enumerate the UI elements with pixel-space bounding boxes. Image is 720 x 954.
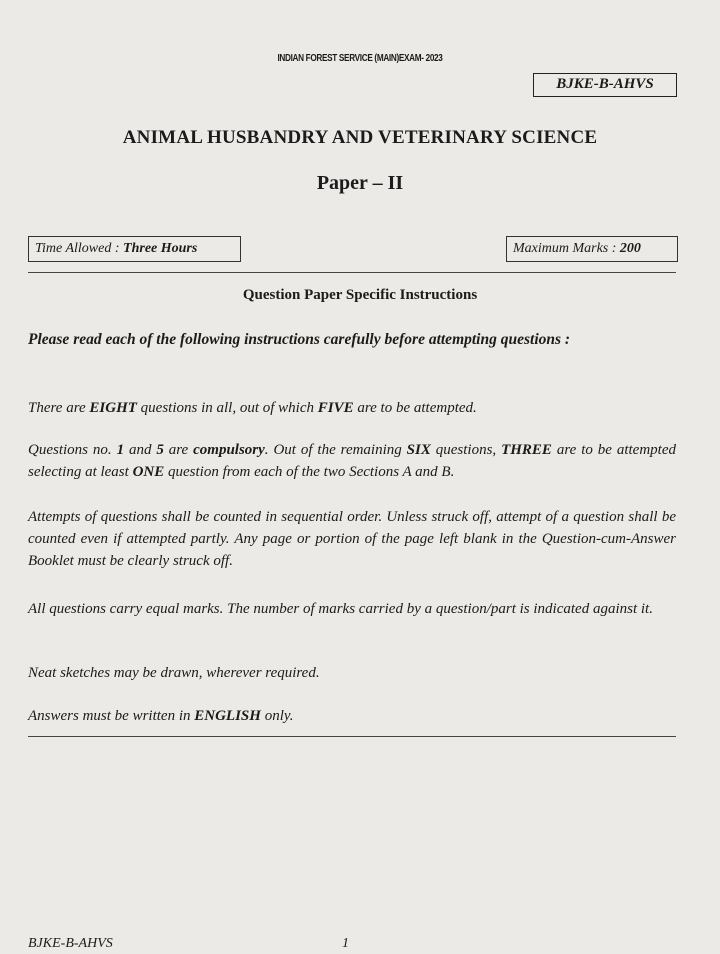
exam-header: INDIAN FOREST SERVICE (MAIN)EXAM- 2023 — [277, 53, 443, 64]
time-allowed-label: Time Allowed : — [35, 241, 124, 256]
subject-title: ANIMAL HUSBANDRY AND VETERINARY SCIENCE — [122, 127, 598, 148]
instructions-lead: Please read each of the following instructions carefully before attempting questions : — [28, 331, 571, 348]
top-divider — [28, 272, 676, 273]
instruction-equal-marks: All questions carry equal marks. The number of marks carried by a question/part is indicated against it. — [28, 601, 653, 617]
bottom-divider — [28, 736, 676, 737]
maximum-marks-box — [506, 236, 678, 262]
instruction-compulsory-questions: Questions no. 1 and 5 are compulsory. Out of the remaining SIX questions, THREE are to be attempted selecting at least ONE question from each of the two Sections A and B. — [28, 442, 676, 480]
instruction-english: Answers must be written in ENGLISH only. — [28, 708, 294, 724]
time-allowed-box — [28, 236, 241, 262]
time-allowed-value: Three Hours — [123, 241, 198, 256]
footer-page-number: 1 — [342, 936, 349, 951]
instruction-eight-questions: There are EIGHT questions in all, out of which FIVE are to be attempted. — [28, 400, 477, 416]
footer-paper-code: BJKE-B-AHVS — [28, 936, 113, 951]
instruction-sketches: Neat sketches may be drawn, wherever required. — [28, 665, 320, 681]
instructions-heading: Question Paper Specific Instructions — [242, 287, 478, 303]
paper-number: Paper – II — [316, 172, 404, 194]
maximum-marks-value: 200 — [619, 241, 641, 256]
maximum-marks-label: Maximum Marks : — [513, 241, 620, 256]
instruction-sequential-order: Attempts of questions shall be counted in sequential order. Unless struck off, attempt of a question shall be counted even if attempted partly. Any page or portion of the page left blank in the Question-cum-Answer Booklet must be clearly struck off. — [28, 509, 676, 569]
paper-code-box: BJKE-B-AHVS — [533, 73, 677, 97]
